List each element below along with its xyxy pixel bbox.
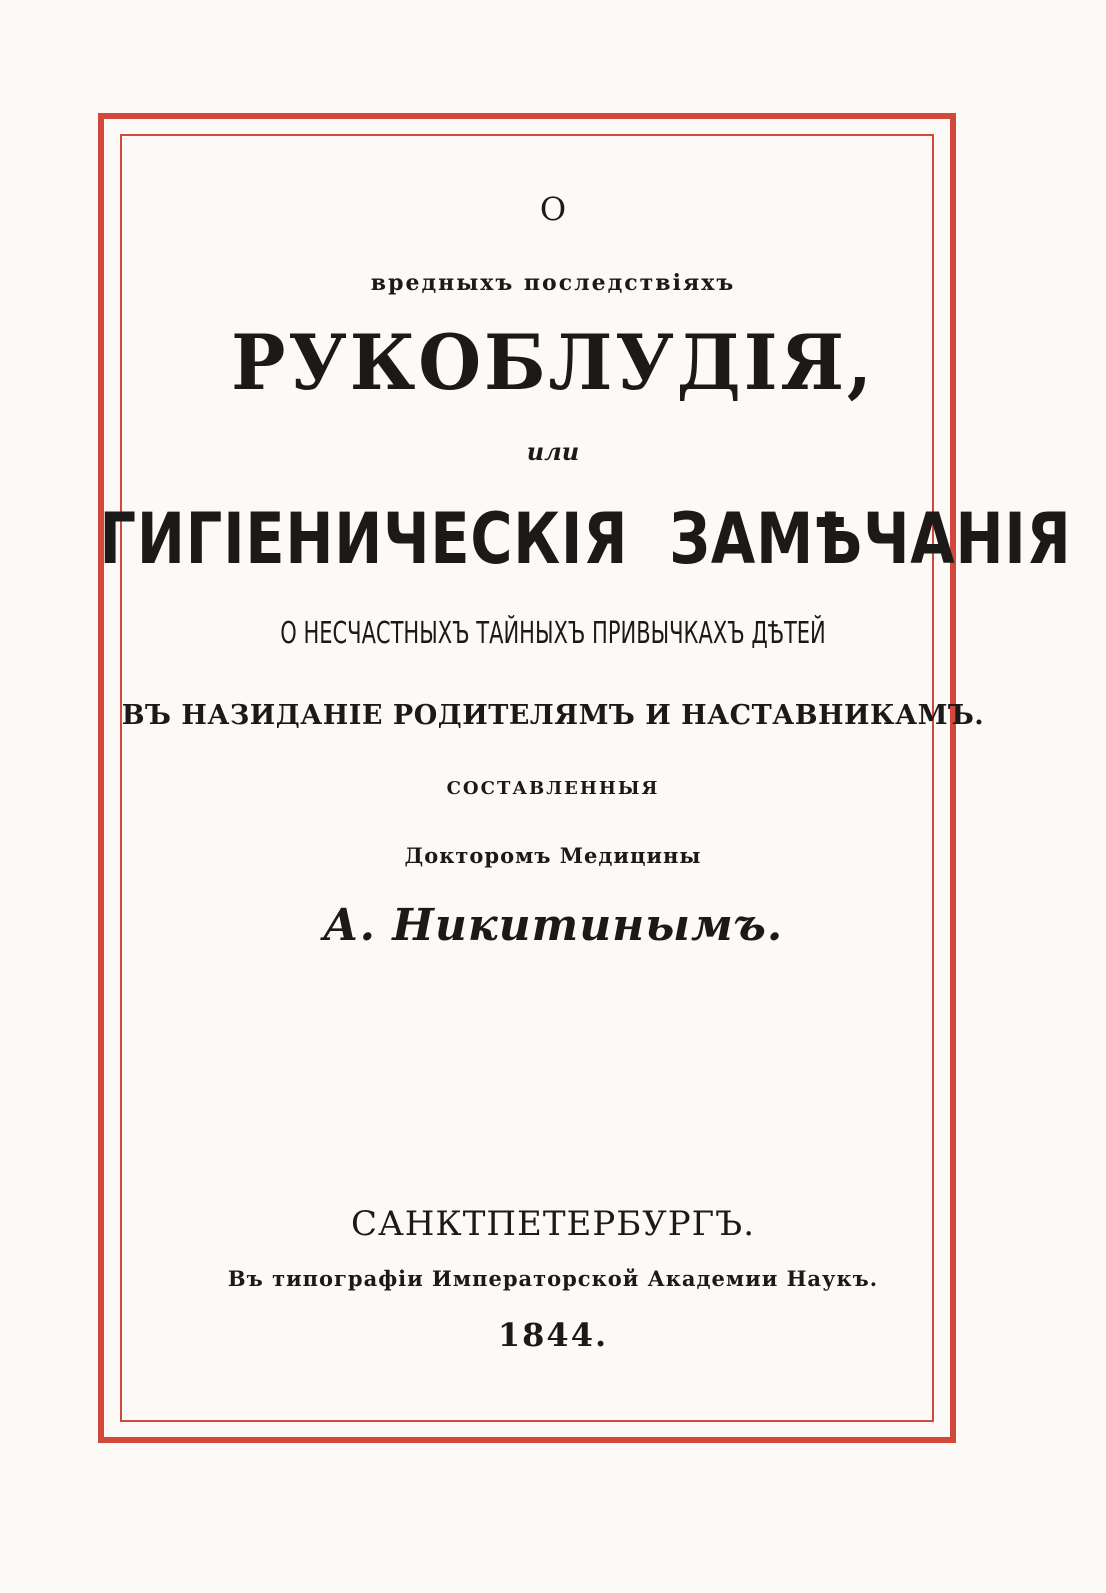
hygienic-remarks-title (99, 498, 1072, 580)
author-name: А. Никитинымъ. (322, 900, 784, 951)
main-title: РУКОБЛУДІЯ, (231, 318, 875, 407)
imprint-city: САНКТПЕТЕРБУРГЪ. (350, 1204, 755, 1244)
hygienic-word-2: ЗАМѢЧАНІЯ (669, 498, 1072, 580)
imprint-printer: Въ типографiи Императорской Академии Наукъ. (227, 1266, 879, 1291)
harmful-effects-line: вредныхъ последствiяхъ (370, 270, 736, 296)
unhappy-habits-line: О НЕСЧАСТНЫХЪ ТАЙНЫХЪ ПРИВЫЧКАХЪ ДѢТЕЙ (280, 616, 826, 651)
preposition: О (539, 190, 567, 228)
compiled-line: СОСТАВЛЕННЫЯ (446, 778, 660, 799)
or-line: или (526, 437, 580, 466)
doctor-line: Докторомъ Медицины (404, 843, 702, 868)
edification-line: ВЪ НАЗИДАНІЕ РОДИТЕЛЯМЪ И НАСТАВНИКАМЪ. (121, 700, 985, 731)
hygienic-word-1: ГИГІЕНИЧЕСКІЯ (99, 498, 629, 580)
imprint-year: 1844. (497, 1316, 609, 1354)
